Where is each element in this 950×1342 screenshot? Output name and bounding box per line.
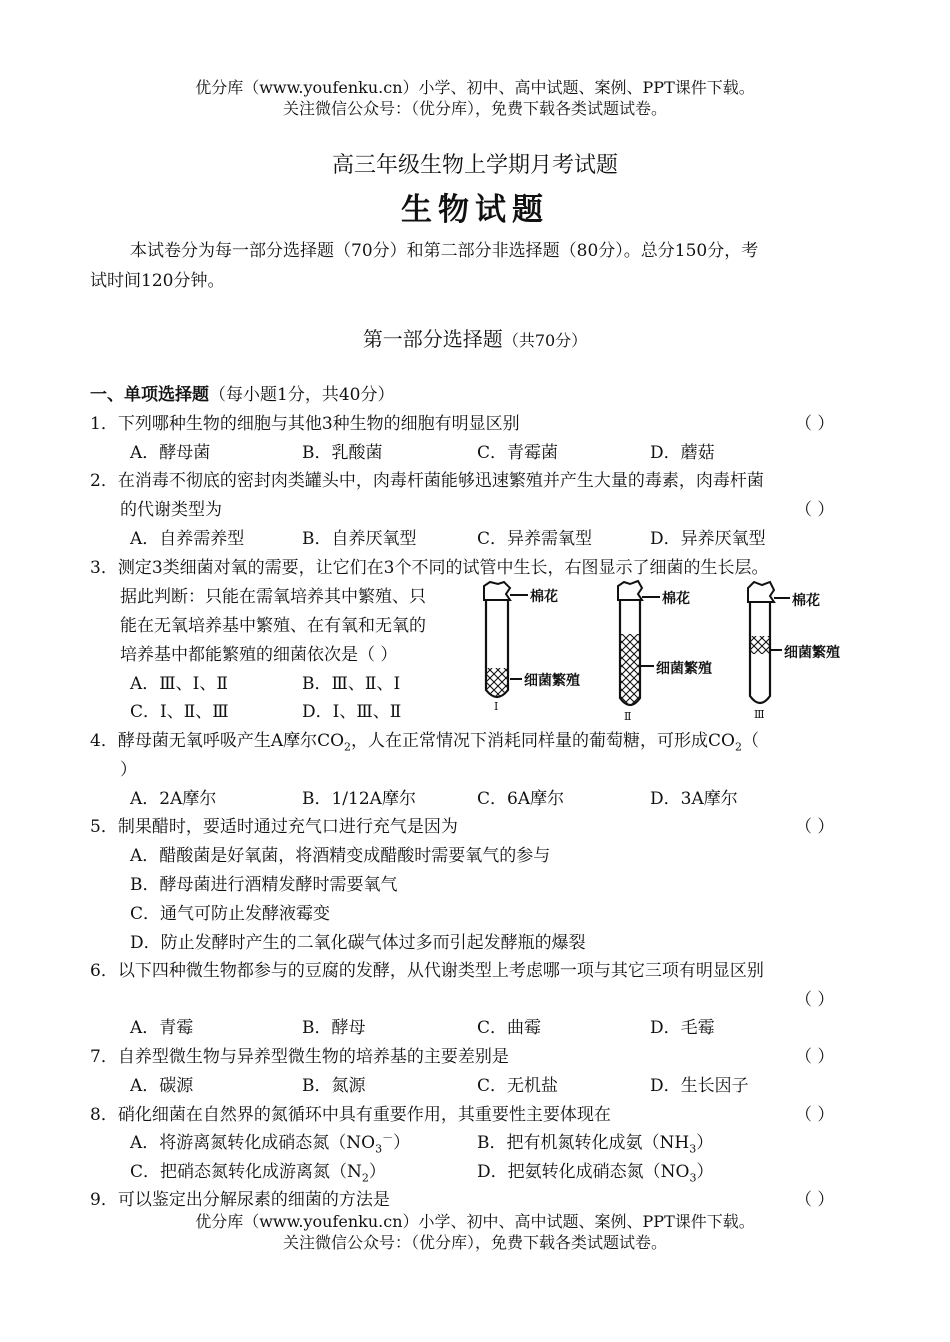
header-line-2: 关注微信公众号：（优分库），免费下载各类试题试卷。	[282, 99, 667, 118]
q7-option-a: A．碳源	[130, 1076, 194, 1096]
q9-answer-paren: （ ）	[795, 1190, 835, 1210]
q8-option-a-post: ）	[393, 1133, 411, 1153]
q4-sub-2: 2	[735, 740, 742, 754]
page-subtitle: 生物试题	[401, 192, 549, 228]
q6-answer-paren: （ ）	[795, 990, 835, 1010]
q7-option-b: B．氮源	[302, 1076, 366, 1096]
part1-title	[0, 323, 950, 352]
q6-option-b: B．酵母	[302, 1018, 366, 1038]
q8-option-a-pre: A．将游离氮转化成硝态氮（NO	[130, 1133, 376, 1153]
q8-option-a-sub: 3	[375, 1142, 383, 1156]
tube-2	[618, 581, 660, 705]
q8-option-a	[130, 1128, 410, 1155]
q5-option-b: B．酵母菌进行酒精发酵时需要氧气	[130, 875, 398, 895]
tube-2-growth-layer	[621, 634, 639, 704]
q8-option-b-sub: 3	[689, 1142, 697, 1156]
q1-answer-paren: （ ）	[795, 414, 835, 434]
q7-answer-paren: （ ）	[795, 1047, 835, 1067]
q2-option-a: A．自养需养型	[130, 529, 245, 549]
q4-stem-end: （	[742, 731, 759, 751]
tube-1-growth-label: 细菌繁殖	[524, 673, 580, 689]
part1-title-note: （共70分）	[502, 331, 588, 350]
q6-option-a: A．青霉	[130, 1018, 194, 1038]
q1-option-d: D．蘑菇	[650, 443, 715, 463]
q2-option-c: C．异养需氧型	[477, 529, 593, 549]
q3-stem-2: 据此判断：只能在需氧培养其中繁殖、只	[120, 587, 426, 607]
q1-option-a: A．酵母菌	[130, 443, 211, 463]
q8-option-c-post: ）	[368, 1162, 386, 1182]
tube-3-cotton-label: 棉花	[792, 593, 820, 609]
tube-1-numeral: Ⅰ	[494, 700, 499, 713]
tube-1-cotton-label: 棉花	[530, 589, 558, 605]
q5-option-a: A．醋酸菌是好氧菌，将酒精变成醋酸时需要氧气的参与	[130, 846, 551, 866]
q2-option-b: B．自养厌氧型	[302, 529, 417, 549]
q3-option-a: A．Ⅲ、Ⅰ、Ⅱ	[130, 674, 228, 694]
q8-answer-paren: （ ）	[795, 1105, 835, 1125]
q8-option-b-pre: B．把有机氮转化成氨（NH	[477, 1133, 690, 1153]
q4-stem-mid: ，人在正常情况下消耗同样量的葡萄糖，可形成CO	[351, 731, 735, 751]
q5-option-c: C．通气可防止发酵液霉变	[130, 904, 331, 924]
q2-stem-2: 的代谢类型为	[120, 500, 222, 520]
q2-option-d: D．异养厌氧型	[650, 529, 766, 549]
q8-option-b	[477, 1128, 713, 1155]
q5-stem: 5．制果醋时，要适时通过充气口进行充气是因为	[90, 817, 458, 837]
q3-stem-3: 能在无氧培养基中繁殖、在有氧和无氧的	[120, 616, 426, 636]
q5-answer-paren: （ ）	[795, 817, 835, 837]
q4-option-d: D．3A摩尔	[650, 789, 738, 809]
tube-1-cotton	[484, 582, 510, 600]
q5-option-d: D．防止发酵时产生的二氧化碳气体过多而引起发酵瓶的爆裂	[130, 933, 586, 953]
q8-option-a-sup: －	[382, 1131, 394, 1145]
q1-option-b: B．乳酸菌	[302, 443, 383, 463]
tube-1	[484, 582, 528, 697]
q9-stem: 9．可以鉴定出分解尿素的细菌的方法是	[90, 1190, 390, 1210]
q8-option-d-post: ）	[696, 1162, 714, 1182]
q2-stem-1: 2．在消毒不彻底的密封肉类罐头中，肉毒杆菌能够迅速繁殖并产生大量的毒素，肉毒杆菌	[90, 471, 764, 491]
q4-option-b: B．1/12A摩尔	[302, 789, 416, 809]
q3-stem-4: 培养基中都能繁殖的细菌依次是（ ）	[120, 645, 398, 665]
q4-stem-pre: 4．酵母菌无氧呼吸产生A摩尔CO	[90, 731, 345, 751]
part1-title-text: 第一部分选择题	[362, 327, 503, 351]
tube-2-cotton-label: 棉花	[662, 591, 690, 607]
intro-line-1: 本试卷分为每一部分选择题（70分）和第二部分非选择题（80分）。总分150分，考	[130, 241, 759, 261]
q4-stem-2: ）	[120, 760, 137, 780]
q8-option-c	[130, 1157, 386, 1184]
q8-option-c-sub: 2	[361, 1171, 369, 1185]
q8-option-b-post: ）	[696, 1133, 714, 1153]
q4-option-a: A．2A摩尔	[130, 789, 217, 809]
tube-2-growth-label: 细菌繁殖	[656, 661, 712, 677]
q3-option-d: D．Ⅰ、Ⅲ、Ⅱ	[302, 702, 402, 722]
q8-option-c-pre: C．把硝态氮转化成游离氮（N	[130, 1162, 362, 1182]
section1-title	[90, 380, 394, 405]
q3-stem-1: 3．测定3类细菌对氧的需要，让它们在3个不同的试管中生长，右图显示了细菌的生长层。	[90, 558, 769, 578]
tube-3-numeral: Ⅲ	[754, 708, 765, 721]
q1-option-c: C．青霉菌	[477, 443, 559, 463]
header-line-1: 优分库（www.youfenku.cn）小学、初中、高中试题、案例、PPT课件下载。	[195, 78, 755, 97]
q7-stem: 7．自养型微生物与异养型微生物的培养基的主要差别是	[90, 1047, 509, 1067]
q4-sub-1: 2	[344, 740, 352, 754]
tube-3-growth-layer	[751, 636, 769, 654]
footer-line-1: 优分库（www.youfenku.cn）小学、初中、高中试题、案例、PPT课件下载。	[195, 1212, 755, 1231]
q7-option-d: D．生长因子	[650, 1076, 749, 1096]
q1-stem: 1．下列哪种生物的细胞与其他3种生物的细胞有明显区别	[90, 414, 520, 434]
q8-option-d-pre: D．把氨转化成硝态氮（NO	[477, 1162, 690, 1182]
tube-3-cotton	[748, 582, 774, 602]
q4-option-c: C．6A摩尔	[477, 789, 565, 809]
q8-option-d	[477, 1157, 713, 1184]
q6-option-c: C．曲霉	[477, 1018, 542, 1038]
tube-1-growth-layer	[487, 668, 507, 696]
section1-title-text: 一、单项选择题	[90, 385, 209, 405]
section1-note: （每小题1分，共40分）	[209, 385, 395, 405]
q8-option-d-sub: 3	[689, 1171, 697, 1185]
q4-stem-1	[90, 726, 759, 753]
q6-stem: 6．以下四种微生物都参与的豆腐的发酵，从代谢类型上考虑哪一项与其它三项有明显区别	[90, 961, 764, 981]
q7-option-c: C．无机盐	[477, 1076, 559, 1096]
q8-stem: 8．硝化细菌在自然界的氮循环中具有重要作用，其重要性主要体现在	[90, 1105, 611, 1125]
q3-figure-test-tubes	[470, 578, 880, 728]
intro-line-2: 试时间120分钟。	[90, 271, 225, 291]
page-title: 高三年级生物上学期月考试题	[331, 153, 618, 178]
q3-option-c: C．Ⅰ、Ⅱ、Ⅲ	[130, 702, 229, 722]
tube-3-growth-label: 细菌繁殖	[784, 645, 840, 661]
q6-option-d: D．毛霉	[650, 1018, 715, 1038]
q3-option-b: B．Ⅲ、Ⅱ、Ⅰ	[302, 674, 401, 694]
q2-answer-paren: （ ）	[795, 500, 835, 520]
tube-2-cotton	[618, 581, 642, 600]
tube-2-numeral: Ⅱ	[624, 710, 632, 723]
footer-line-2: 关注微信公众号：（优分库），免费下载各类试题试卷。	[282, 1233, 667, 1252]
